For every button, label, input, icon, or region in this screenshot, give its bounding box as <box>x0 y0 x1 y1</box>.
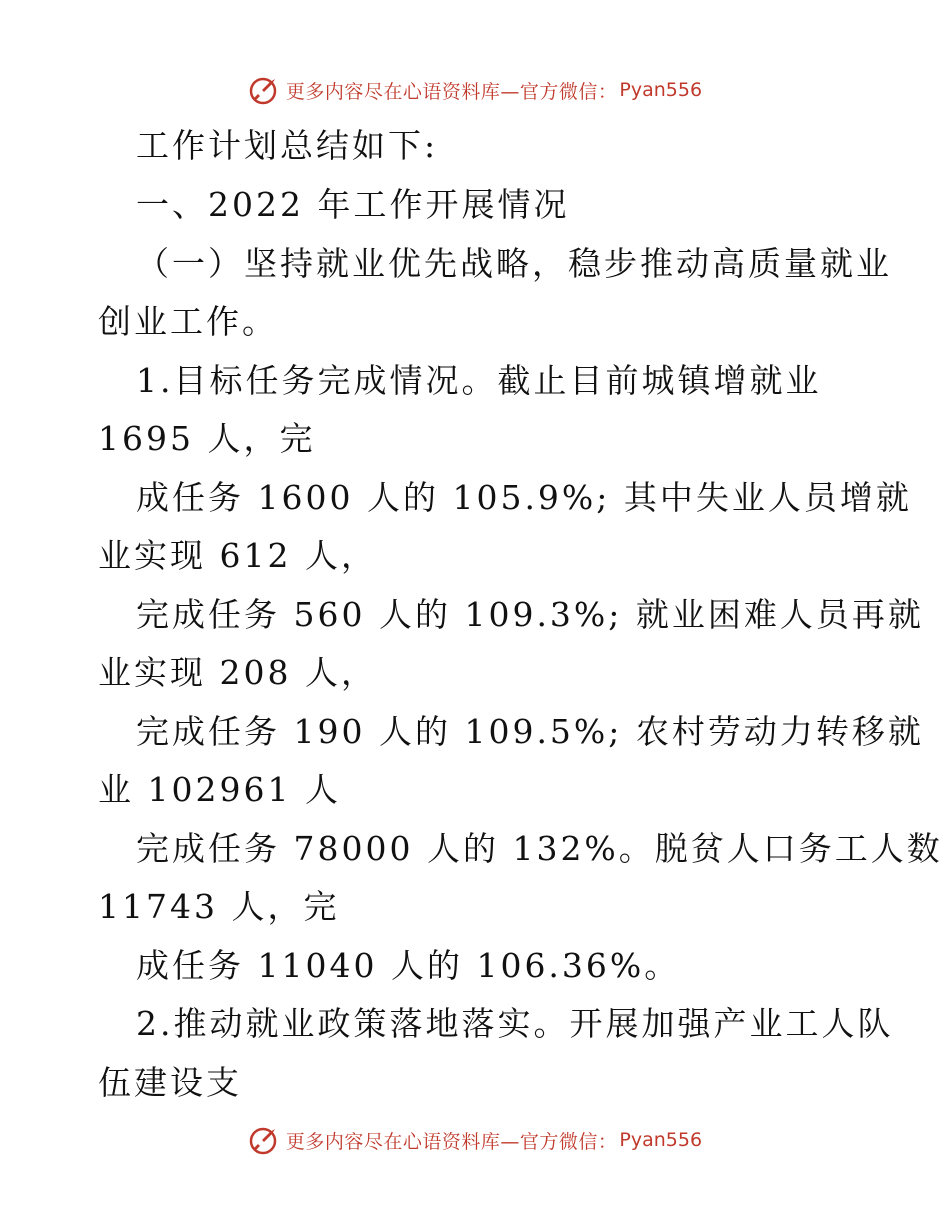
paragraph-line: 业 102961 人 <box>98 770 341 809</box>
pen-logo-icon <box>248 1124 280 1156</box>
paragraph-line: 1695 人，完 <box>98 419 316 458</box>
paragraph-line: 创业工作。 <box>98 302 278 341</box>
paragraph-line: 11743 人，完 <box>98 887 340 926</box>
paragraph-line: 完成任务 78000 人的 132%。脱贫人口务工人数 <box>136 829 943 868</box>
paragraph-line: 工作计划总结如下: <box>136 126 439 165</box>
paragraph-line: 成任务 1600 人的 105.9%; 其中失业人员增就 <box>136 478 912 517</box>
watermark-text: 更多内容尽在心语资料库—官方微信： <box>285 80 618 103</box>
watermark-footer <box>0 1122 950 1158</box>
watermark-id: Pyan556 <box>619 79 703 101</box>
paragraph-line: 成任务 11040 人的 106.36%。 <box>136 946 681 985</box>
section-heading: 一、2022 年工作开展情况 <box>136 185 570 224</box>
paragraph-line: 2.推动就业政策落地落实。开展加强产业工人队 <box>136 1004 894 1043</box>
watermark-text: 更多内容尽在心语资料库—官方微信： <box>285 1130 618 1153</box>
paragraph-line: 完成任务 560 人的 109.3%; 就业困难人员再就 <box>136 595 924 634</box>
subsection-heading: （一）坚持就业优先战略，稳步推动高质量就业 <box>136 244 892 283</box>
paragraph-line: 1.目标任务完成情况。截止目前城镇增就业 <box>136 361 822 400</box>
paragraph-line: 业实现 612 人， <box>98 536 377 575</box>
paragraph-line: 业实现 208 人， <box>98 653 377 692</box>
paragraph-line: 伍建设支 <box>98 1063 242 1102</box>
watermark-id: Pyan556 <box>619 1129 703 1151</box>
paragraph-line: 完成任务 190 人的 109.5%; 农村劳动力转移就 <box>136 712 924 751</box>
